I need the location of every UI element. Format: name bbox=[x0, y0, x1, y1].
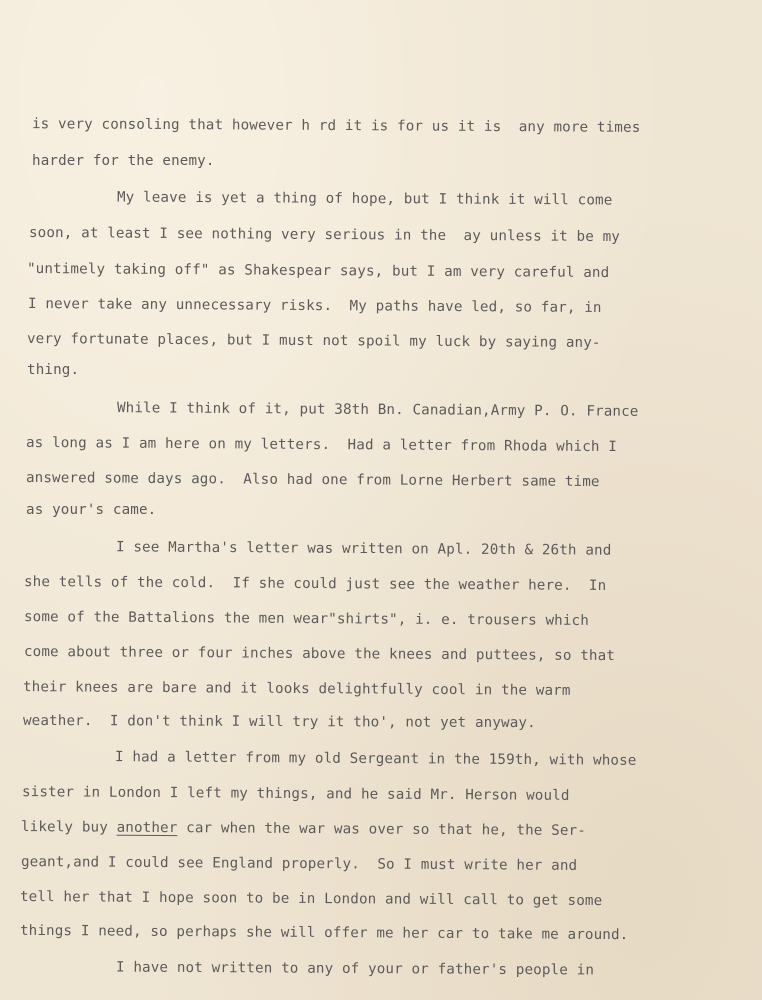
text-line: I see Martha's letter was written on Apl. 20th & 26th and bbox=[115, 539, 612, 559]
text-line: as long as I am here on my letters. Had a letter from Rhoda which I bbox=[25, 434, 618, 456]
underlined-word: another bbox=[116, 819, 178, 837]
text-line: tell her that I hope soon to be in London and will call to get some bbox=[19, 888, 603, 910]
text-line: soon, at least I see nothing very serious in the ay unless it be my bbox=[28, 224, 621, 246]
text-line: I had a letter from my old Sergeant in the 159th, with whose bbox=[114, 749, 637, 769]
text-line: very fortunate places, but I must not spoil my luck by saying any- bbox=[26, 330, 601, 352]
text-line: "untimely taking off" as Shakespear says, but I am very careful and bbox=[26, 260, 610, 282]
text-line: some of the Battalions the men wear"shirts", i. e. trousers which bbox=[23, 609, 590, 629]
text-line: My leave is yet a thing of hope, but I think it will come bbox=[116, 189, 613, 209]
text-line: weather. I don't think I will try it tho', not yet anyway. bbox=[22, 712, 536, 732]
text-line: harder for the enemy. bbox=[32, 153, 215, 169]
text-segment: likely buy bbox=[20, 819, 108, 836]
text-line bbox=[21, 818, 586, 840]
text-line: things I need, so perhaps she will offer me her car to take me around. bbox=[19, 922, 629, 944]
text-line: answered some days ago. Also had one from Lorne Herbert same time bbox=[25, 469, 600, 491]
text-line: their knees are bare and it looks delightfully cool in the warm bbox=[22, 679, 571, 699]
text-line: I never take any unnecessary risks. My paths have led, so far, in bbox=[27, 295, 602, 317]
text-line: geant,and I could see England properly. So I must write her and bbox=[20, 854, 578, 874]
text-line: is very consoling that however h rd it is for us it is any more times bbox=[31, 116, 641, 136]
text-line: thing. bbox=[27, 362, 80, 378]
text-segment: car when the war was over so that he, the Ser- bbox=[177, 820, 587, 839]
text-line: come about three or four inches above the knees and puttees, so that bbox=[23, 643, 616, 665]
text-line: sister in London I left my things, and he said Mr. Herson would bbox=[21, 784, 570, 804]
text-line: I have not written to any of your or father's people in bbox=[115, 959, 595, 979]
text-line: she tells of the cold. If she could just see the weather here. In bbox=[23, 573, 607, 595]
text-line: as your's came. bbox=[26, 502, 157, 518]
text-line: While I think of it, put 38th Bn. Canadian,Army P. O. France bbox=[116, 400, 639, 420]
